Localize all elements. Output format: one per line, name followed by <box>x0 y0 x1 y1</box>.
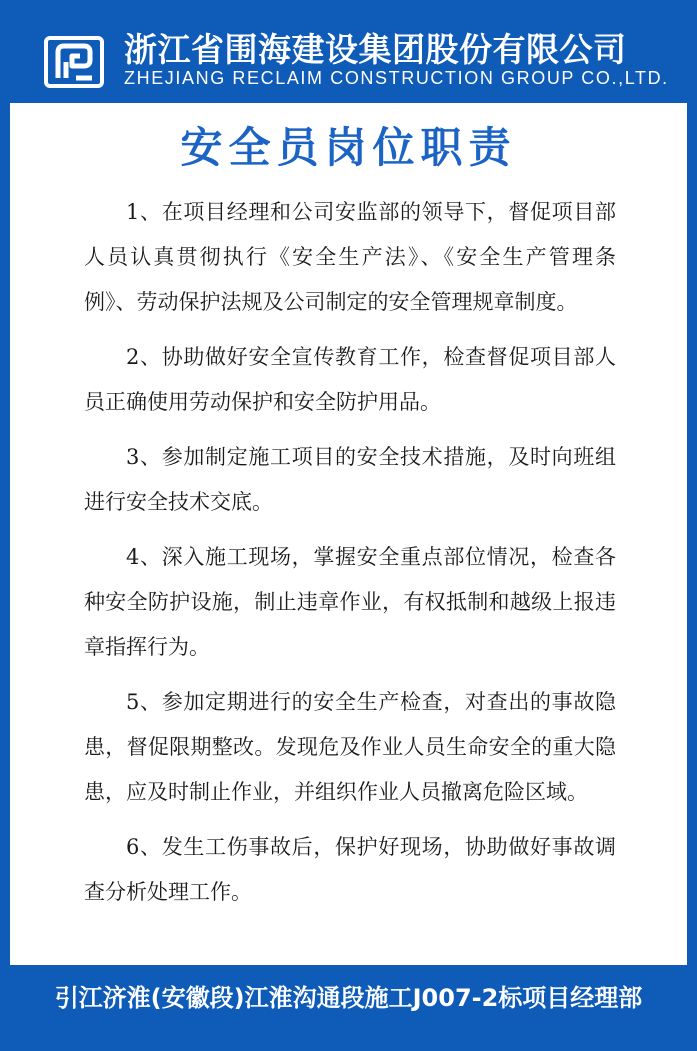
left-border <box>0 103 10 965</box>
company-name-english: ZHEJIANG RECLAIM CONSTRUCTION GROUP CO.,LTD. <box>124 68 669 88</box>
project-department-name: 引江济淮(安徽段)江淮沟通段施工J007-2标项目经理部 <box>54 984 643 1012</box>
header-banner <box>0 0 697 103</box>
duty-item: 6、发生工伤事故后，保护好现场，协助做好事故调查分析处理工作。 <box>84 835 616 904</box>
duty-item: 4、深入施工现场，掌握安全重点部位情况，检查各种安全防护设施，制止违章作业，有权抵制和越级上报违章指挥行为。 <box>84 545 616 659</box>
right-border <box>687 103 697 965</box>
duty-item: 5、参加定期进行的安全生产检查，对查出的事故隐患，督促限期整改。发现危及作业人员生命安全的重大隐患，应及时制止作业，并组织作业人员撤离危险区域。 <box>84 690 616 804</box>
duty-item: 1、在项目经理和公司安监部的领导下，督促项目部人员认真贯彻执行《安全生产法》、《安全生产管理条例》、劳动保护法规及公司制定的安全管理规章制度。 <box>84 200 616 314</box>
page-title: 安全员岗位职责 <box>180 123 517 172</box>
company-name-chinese: 浙江省围海建设集团股份有限公司 <box>124 30 627 69</box>
company-logo-icon <box>44 36 104 88</box>
duty-item: 2、协助做好安全宣传教育工作，检查督促项目部人员正确使用劳动保护和安全防护用品。 <box>84 345 616 414</box>
duty-item: 3、参加制定施工项目的安全技术措施，及时向班组进行安全技术交底。 <box>84 445 616 514</box>
duties-list <box>84 190 616 925</box>
footer-banner <box>0 965 697 1051</box>
